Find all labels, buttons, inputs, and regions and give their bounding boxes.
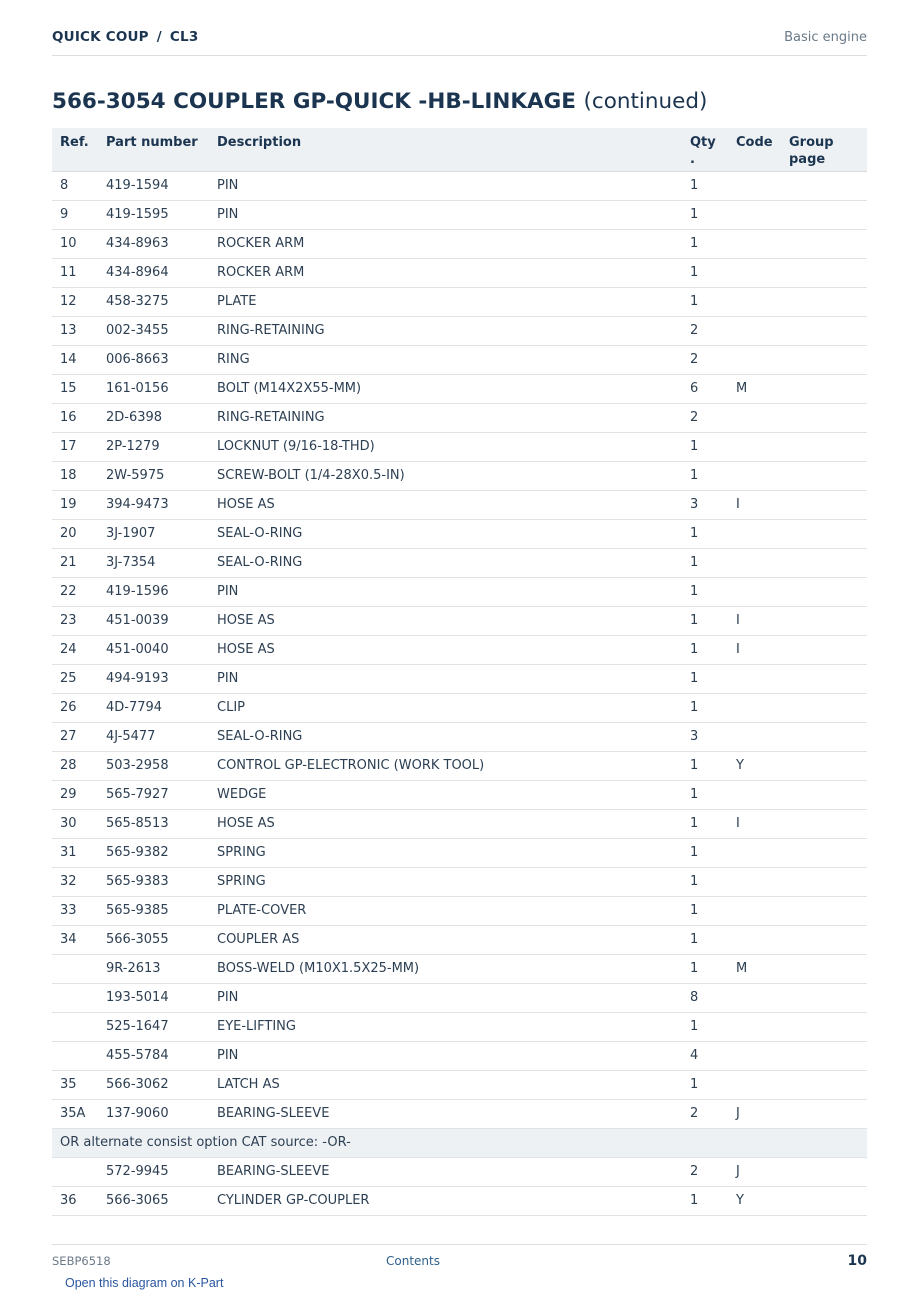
cell-description: HOSE AS: [209, 606, 682, 635]
cell-group-page: [781, 867, 867, 896]
cell-code: M: [728, 374, 781, 403]
cell-ref: 33: [52, 896, 98, 925]
cell-part-number: 451-0040: [98, 635, 209, 664]
column-header-qty-line2: .: [690, 152, 695, 167]
cell-part-number: 2P-1279: [98, 432, 209, 461]
cell-code: [728, 1012, 781, 1041]
cell-code: [728, 838, 781, 867]
cell-description: CLIP: [209, 693, 682, 722]
cell-description: SPRING: [209, 838, 682, 867]
cell-group-page: [781, 1099, 867, 1128]
cell-part-number: 419-1594: [98, 171, 209, 200]
table-row: [52, 896, 867, 925]
open-diagram-link[interactable]: Open this diagram on K-Part: [65, 1276, 224, 1290]
cell-code: J: [728, 1157, 781, 1186]
cell-part-number: 3J-7354: [98, 548, 209, 577]
column-header-qty-line1: Qty: [690, 135, 716, 150]
cell-qty: 1: [682, 925, 728, 954]
cell-code: [728, 577, 781, 606]
cell-code: [728, 171, 781, 200]
cell-part-number: 503-2958: [98, 751, 209, 780]
cell-ref: 27: [52, 722, 98, 751]
cell-code: I: [728, 635, 781, 664]
cell-group-page: [781, 809, 867, 838]
cell-description: RING-RETAINING: [209, 316, 682, 345]
cell-part-number: 494-9193: [98, 664, 209, 693]
parts-table-body: [52, 171, 867, 1215]
cell-ref: 8: [52, 171, 98, 200]
breadcrumb-separator: /: [156, 29, 162, 45]
cell-qty: 1: [682, 258, 728, 287]
cell-part-number: 4J-5477: [98, 722, 209, 751]
table-row: [52, 345, 867, 374]
cell-code: [728, 722, 781, 751]
cell-description: LATCH AS: [209, 1070, 682, 1099]
cell-description: PIN: [209, 1041, 682, 1070]
cell-ref: 32: [52, 867, 98, 896]
cell-ref: 13: [52, 316, 98, 345]
cell-group-page: [781, 577, 867, 606]
column-header-code: Code: [728, 128, 781, 171]
cell-description: RING-RETAINING: [209, 403, 682, 432]
cell-code: [728, 258, 781, 287]
cell-qty: 1: [682, 838, 728, 867]
cell-part-number: 2D-6398: [98, 403, 209, 432]
cell-qty: 1: [682, 751, 728, 780]
table-row: [52, 983, 867, 1012]
table-row: [52, 461, 867, 490]
table-row: [52, 1012, 867, 1041]
page-title: [52, 89, 707, 114]
cell-group-page: [781, 693, 867, 722]
cell-ref: 24: [52, 635, 98, 664]
cell-description: CYLINDER GP-COUPLER: [209, 1186, 682, 1215]
cell-group-page: [781, 258, 867, 287]
cell-qty: 1: [682, 577, 728, 606]
cell-ref: 10: [52, 229, 98, 258]
cell-qty: 2: [682, 1099, 728, 1128]
column-header-description: Description: [209, 128, 682, 171]
cell-description: WEDGE: [209, 780, 682, 809]
cell-ref: 28: [52, 751, 98, 780]
cell-group-page: [781, 345, 867, 374]
cell-code: I: [728, 490, 781, 519]
cell-part-number: 572-9945: [98, 1157, 209, 1186]
cell-description: PIN: [209, 171, 682, 200]
table-row: [52, 838, 867, 867]
cell-description: HOSE AS: [209, 490, 682, 519]
cell-qty: 1: [682, 171, 728, 200]
cell-code: [728, 432, 781, 461]
cell-qty: 1: [682, 287, 728, 316]
cell-qty: 1: [682, 664, 728, 693]
cell-part-number: 9R-2613: [98, 954, 209, 983]
table-row: [52, 1186, 867, 1215]
contents-link[interactable]: Contents: [386, 1254, 440, 1268]
table-row: [52, 925, 867, 954]
cell-description: PIN: [209, 664, 682, 693]
cell-ref: 11: [52, 258, 98, 287]
cell-description: PIN: [209, 577, 682, 606]
cell-part-number: 455-5784: [98, 1041, 209, 1070]
cell-code: M: [728, 954, 781, 983]
cell-part-number: 458-3275: [98, 287, 209, 316]
cell-description: PIN: [209, 983, 682, 1012]
cell-note: OR alternate consist option CAT source: -OR-: [52, 1128, 867, 1157]
cell-ref: [52, 954, 98, 983]
cell-code: [728, 925, 781, 954]
cell-ref: 20: [52, 519, 98, 548]
cell-group-page: [781, 606, 867, 635]
cell-qty: 2: [682, 345, 728, 374]
cell-ref: 18: [52, 461, 98, 490]
cell-group-page: [781, 548, 867, 577]
cell-group-page: [781, 1070, 867, 1099]
cell-description: BOLT (M14X2X55-MM): [209, 374, 682, 403]
table-row: [52, 577, 867, 606]
cell-group-page: [781, 432, 867, 461]
cell-code: Y: [728, 1186, 781, 1215]
cell-code: [728, 403, 781, 432]
cell-code: [728, 983, 781, 1012]
document-id: SEBP6518: [52, 1254, 111, 1268]
cell-part-number: 565-8513: [98, 809, 209, 838]
cell-group-page: [781, 925, 867, 954]
cell-description: SEAL-O-RING: [209, 722, 682, 751]
cell-qty: 1: [682, 229, 728, 258]
cell-ref: 34: [52, 925, 98, 954]
cell-group-page: [781, 287, 867, 316]
cell-part-number: 419-1596: [98, 577, 209, 606]
cell-ref: 16: [52, 403, 98, 432]
cell-qty: 4: [682, 1041, 728, 1070]
cell-ref: [52, 983, 98, 1012]
section-label: Basic engine: [784, 30, 867, 45]
table-row: [52, 664, 867, 693]
cell-description: HOSE AS: [209, 635, 682, 664]
cell-group-page: [781, 461, 867, 490]
cell-ref: 12: [52, 287, 98, 316]
cell-part-number: 4D-7794: [98, 693, 209, 722]
cell-code: [728, 1070, 781, 1099]
cell-qty: 3: [682, 722, 728, 751]
cell-description: PLATE-COVER: [209, 896, 682, 925]
cell-code: [728, 867, 781, 896]
cell-description: SCREW-BOLT (1/4-28X0.5-IN): [209, 461, 682, 490]
cell-ref: [52, 1012, 98, 1041]
table-row: [52, 200, 867, 229]
cell-code: [728, 287, 781, 316]
page-header: [52, 29, 867, 56]
page-title-main: 566-3054 COUPLER GP-QUICK -HB-LINKAGE: [52, 89, 576, 114]
cell-description: CONTROL GP-ELECTRONIC (WORK TOOL): [209, 751, 682, 780]
cell-code: [728, 548, 781, 577]
table-row: [52, 287, 867, 316]
cell-part-number: 394-9473: [98, 490, 209, 519]
cell-group-page: [781, 664, 867, 693]
cell-qty: 1: [682, 896, 728, 925]
cell-description: BEARING-SLEEVE: [209, 1157, 682, 1186]
cell-code: J: [728, 1099, 781, 1128]
page-number: 10: [847, 1253, 867, 1269]
cell-group-page: [781, 171, 867, 200]
cell-description: BOSS-WELD (M10X1.5X25-MM): [209, 954, 682, 983]
cell-group-page: [781, 200, 867, 229]
column-header-part-number: Part number: [98, 128, 209, 171]
cell-qty: 1: [682, 200, 728, 229]
table-row: [52, 1041, 867, 1070]
cell-code: I: [728, 809, 781, 838]
cell-qty: 2: [682, 316, 728, 345]
cell-ref: 35A: [52, 1099, 98, 1128]
table-row: [52, 1070, 867, 1099]
cell-part-number: 137-9060: [98, 1099, 209, 1128]
cell-group-page: [781, 519, 867, 548]
cell-code: [728, 519, 781, 548]
breadcrumb: [52, 29, 198, 45]
cell-ref: 29: [52, 780, 98, 809]
cell-ref: [52, 1157, 98, 1186]
cell-ref: 21: [52, 548, 98, 577]
page-footer: [52, 1244, 867, 1275]
cell-group-page: [781, 490, 867, 519]
cell-group-page: [781, 954, 867, 983]
cell-part-number: 565-9383: [98, 867, 209, 896]
table-row: [52, 1157, 867, 1186]
table-row: [52, 722, 867, 751]
cell-part-number: 002-3455: [98, 316, 209, 345]
column-header-group-line2: page: [789, 152, 826, 167]
cell-ref: [52, 1041, 98, 1070]
cell-qty: 1: [682, 954, 728, 983]
cell-part-number: 566-3062: [98, 1070, 209, 1099]
cell-group-page: [781, 229, 867, 258]
cell-group-page: [781, 751, 867, 780]
table-row: [52, 809, 867, 838]
cell-part-number: 434-8963: [98, 229, 209, 258]
cell-ref: 15: [52, 374, 98, 403]
table-row: [52, 519, 867, 548]
cell-group-page: [781, 1041, 867, 1070]
table-row: [52, 374, 867, 403]
column-header-ref: Ref.: [52, 128, 98, 171]
cell-group-page: [781, 722, 867, 751]
cell-qty: 3: [682, 490, 728, 519]
cell-qty: 1: [682, 780, 728, 809]
cell-part-number: 525-1647: [98, 1012, 209, 1041]
cell-ref: 31: [52, 838, 98, 867]
cell-code: [728, 316, 781, 345]
cell-ref: 26: [52, 693, 98, 722]
table-row: [52, 432, 867, 461]
table-row: [52, 316, 867, 345]
cell-ref: 17: [52, 432, 98, 461]
cell-description: EYE-LIFTING: [209, 1012, 682, 1041]
cell-description: PLATE: [209, 287, 682, 316]
cell-description: SEAL-O-RING: [209, 548, 682, 577]
cell-qty: 1: [682, 809, 728, 838]
cell-ref: 30: [52, 809, 98, 838]
table-row: [52, 258, 867, 287]
cell-description: SEAL-O-RING: [209, 519, 682, 548]
table-row: [52, 751, 867, 780]
table-row: [52, 867, 867, 896]
table-row: [52, 780, 867, 809]
cell-part-number: 3J-1907: [98, 519, 209, 548]
cell-code: Y: [728, 751, 781, 780]
cell-ref: 36: [52, 1186, 98, 1215]
cell-code: [728, 896, 781, 925]
cell-code: [728, 664, 781, 693]
cell-code: [728, 345, 781, 374]
cell-qty: 1: [682, 693, 728, 722]
column-header-group-page: [781, 128, 867, 171]
cell-ref: 25: [52, 664, 98, 693]
cell-ref: 14: [52, 345, 98, 374]
cell-qty: 2: [682, 403, 728, 432]
table-row: [52, 954, 867, 983]
cell-description: PIN: [209, 200, 682, 229]
breadcrumb-section: QUICK COUP: [52, 29, 149, 45]
cell-group-page: [781, 1157, 867, 1186]
cell-part-number: 006-8663: [98, 345, 209, 374]
table-row: [52, 1099, 867, 1128]
table-row: [52, 171, 867, 200]
table-row: [52, 403, 867, 432]
cell-code: [728, 200, 781, 229]
cell-group-page: [781, 896, 867, 925]
cell-qty: 1: [682, 1186, 728, 1215]
cell-description: COUPLER AS: [209, 925, 682, 954]
cell-part-number: 161-0156: [98, 374, 209, 403]
cell-qty: 6: [682, 374, 728, 403]
cell-group-page: [781, 983, 867, 1012]
cell-code: [728, 461, 781, 490]
cell-description: LOCKNUT (9/16-18-THD): [209, 432, 682, 461]
table-note-row: [52, 1128, 867, 1157]
cell-group-page: [781, 838, 867, 867]
cell-ref: 22: [52, 577, 98, 606]
column-header-group-line1: Group: [789, 135, 834, 150]
cell-qty: 1: [682, 461, 728, 490]
cell-group-page: [781, 403, 867, 432]
cell-part-number: 566-3055: [98, 925, 209, 954]
cell-qty: 1: [682, 1012, 728, 1041]
cell-part-number: 419-1595: [98, 200, 209, 229]
cell-code: I: [728, 606, 781, 635]
table-row: [52, 548, 867, 577]
cell-group-page: [781, 374, 867, 403]
table-row: [52, 229, 867, 258]
cell-qty: 8: [682, 983, 728, 1012]
cell-part-number: 565-7927: [98, 780, 209, 809]
cell-qty: 1: [682, 867, 728, 896]
cell-part-number: 565-9385: [98, 896, 209, 925]
cell-group-page: [781, 1186, 867, 1215]
cell-part-number: 193-5014: [98, 983, 209, 1012]
cell-part-number: 451-0039: [98, 606, 209, 635]
table-header-row: [52, 128, 867, 171]
cell-qty: 1: [682, 519, 728, 548]
breadcrumb-code: CL3: [169, 29, 199, 45]
table-row: [52, 490, 867, 519]
cell-description: ROCKER ARM: [209, 229, 682, 258]
table-row: [52, 693, 867, 722]
table-row: [52, 606, 867, 635]
table-row: [52, 635, 867, 664]
cell-ref: 35: [52, 1070, 98, 1099]
cell-description: BEARING-SLEEVE: [209, 1099, 682, 1128]
page-title-suffix: (continued): [583, 89, 708, 114]
cell-part-number: 2W-5975: [98, 461, 209, 490]
cell-group-page: [781, 316, 867, 345]
cell-qty: 1: [682, 635, 728, 664]
cell-group-page: [781, 780, 867, 809]
cell-code: [728, 229, 781, 258]
cell-qty: 2: [682, 1157, 728, 1186]
cell-description: HOSE AS: [209, 809, 682, 838]
cell-qty: 1: [682, 432, 728, 461]
cell-ref: 9: [52, 200, 98, 229]
cell-part-number: 434-8964: [98, 258, 209, 287]
cell-ref: 19: [52, 490, 98, 519]
cell-qty: 1: [682, 606, 728, 635]
cell-qty: 1: [682, 1070, 728, 1099]
cell-group-page: [781, 635, 867, 664]
cell-description: ROCKER ARM: [209, 258, 682, 287]
cell-code: [728, 1041, 781, 1070]
cell-qty: 1: [682, 548, 728, 577]
cell-code: [728, 780, 781, 809]
cell-ref: 23: [52, 606, 98, 635]
cell-description: SPRING: [209, 867, 682, 896]
cell-part-number: 566-3065: [98, 1186, 209, 1215]
cell-description: RING: [209, 345, 682, 374]
cell-code: [728, 693, 781, 722]
cell-group-page: [781, 1012, 867, 1041]
cell-part-number: 565-9382: [98, 838, 209, 867]
column-header-qty: [682, 128, 728, 171]
parts-table: [52, 128, 867, 1216]
